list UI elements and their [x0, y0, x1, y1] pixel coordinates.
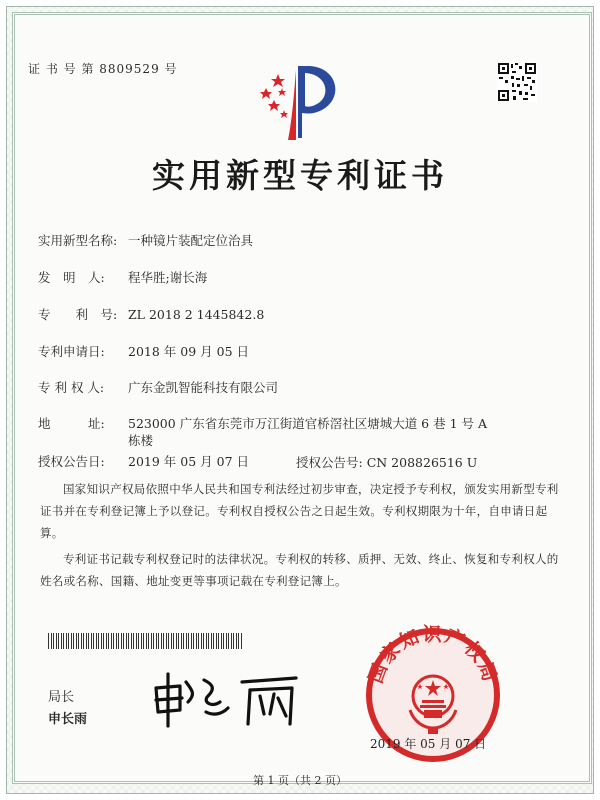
utility-model-name-value: 一种镜片装配定位治具	[128, 233, 254, 248]
legal-paragraph-2: 专利证书记载专利权登记时的法律状况。专利权的转移、质押、无效、终止、恢复和专利权人的姓名或名称、国籍、地址变更等事项记载在专利登记簿上。	[40, 552, 559, 588]
grant-announcement-date-row	[38, 453, 249, 470]
grant-announcement-date-value: 2019 年 05 月 07 日	[128, 454, 249, 469]
grant-announcement-number-value: CN 208826516 U	[366, 455, 478, 470]
qr-code-icon	[497, 62, 537, 102]
page-number: 第 1 页（共 2 页）	[253, 774, 347, 787]
patent-number-row	[38, 306, 264, 323]
field-label: 专利申请日:	[38, 344, 105, 359]
director-title: 局长	[48, 690, 75, 705]
patentee-value: 广东金凯智能科技有限公司	[128, 380, 279, 395]
legal-paragraph-1: 国家知识产权局依照中华人民共和国专利法经过初步审查，决定授予专利权，颁发实用新型专利证书并在专利登记簿上予以登记。专利权自授权公告之日起生效。专利权期限为十年，自申请日起算。	[40, 482, 559, 540]
seal-date: 2019 年 05 月 07 日	[370, 737, 487, 751]
certificate-number: 证 书 号 第 8809529 号	[28, 62, 178, 76]
utility-model-name-row	[38, 232, 253, 249]
field-label: 专 利 权 人:	[38, 380, 105, 395]
seal-text: 国家知识产权局	[364, 624, 502, 687]
inventor-value: 程华胜;谢长海	[128, 270, 208, 285]
patentee-row	[38, 379, 278, 396]
application-date-value: 2018 年 09 月 05 日	[128, 344, 249, 359]
barcode-icon	[48, 633, 243, 649]
director-name: 申长雨	[48, 712, 88, 727]
inventor-row	[38, 269, 207, 286]
field-label: 地 址:	[38, 416, 105, 431]
application-date-row	[38, 343, 249, 360]
address-value: 523000 广东省东莞市万江街道官桥滘社区塘城大道 6 巷 1 号 A 栋楼	[128, 416, 487, 448]
cnipa-logo-icon	[252, 60, 352, 145]
director-signature-icon	[146, 668, 306, 730]
address-row	[38, 415, 488, 449]
field-label: 授权公告号:	[296, 455, 363, 470]
field-label: 发 明 人:	[38, 270, 105, 285]
field-label: 专 利 号:	[38, 307, 118, 322]
grant-announcement-number-row	[296, 453, 477, 471]
patent-number-value: ZL 2018 2 1445842.8	[128, 307, 265, 322]
certificate-title: 实用新型专利证书	[152, 156, 448, 195]
field-label: 实用新型名称:	[38, 233, 118, 248]
field-label: 授权公告日:	[38, 454, 105, 469]
